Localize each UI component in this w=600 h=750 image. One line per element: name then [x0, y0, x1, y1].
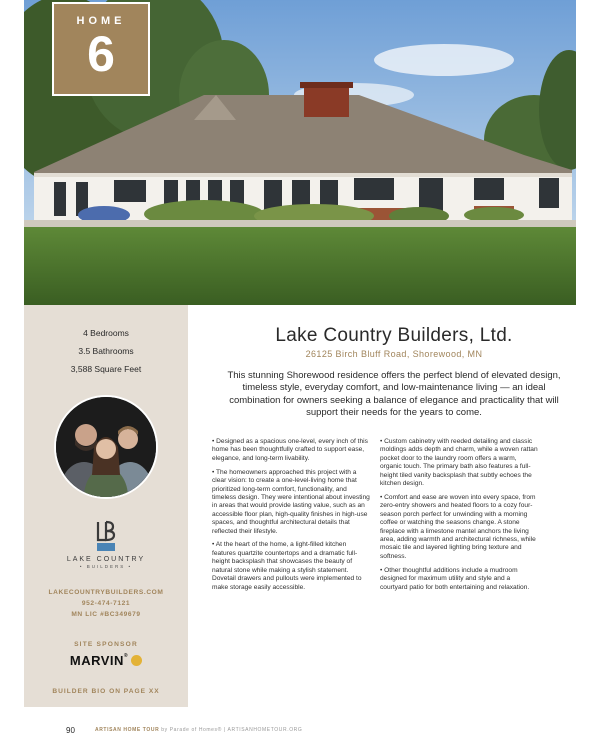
- feature-column-right: [380, 438, 538, 597]
- site-sponsor-label: SITE SPONSOR: [74, 641, 138, 648]
- lake-country-logo-icon: [94, 520, 118, 552]
- spec-bathrooms: 3.5 Bathrooms: [78, 346, 134, 356]
- feature-column-left: [212, 438, 370, 597]
- intro-paragraph: This stunning Shorewood residence offers the perfect blend of elevated design, timeless style, everyday comfort, and low-maintenance living — an ideal combination for owners seeking a balance of elegance and practicality that will support their needs for the years to come.: [227, 370, 561, 419]
- sponsor-logo: [24, 653, 188, 668]
- badge-label: HOME: [76, 15, 126, 27]
- sponsor-mark-text: ®: [123, 653, 129, 659]
- spec-bedrooms: 4 Bedrooms: [83, 328, 129, 338]
- footer-byline: by Parade of Homes® | ARTISANHOMETOUR.ORG: [161, 727, 303, 733]
- sponsor-name: MARVIN: [69, 653, 124, 668]
- footer-brand: ARTISAN HOME TOUR: [95, 727, 160, 733]
- builder-team-photo: [54, 395, 158, 499]
- builder-logo: [24, 520, 188, 569]
- home-address: 26125 Birch Bluff Road, Shorewood, MN: [305, 349, 483, 359]
- spec-square-feet: 3,588 Square Feet: [70, 364, 142, 374]
- feature-bullet: • The homeowners approached this project with a clear vision: to create a one-level-living home that prioritized long-term comfort, functionality, and timeless design. They were intentional about investing in areas that would provide lasting value, such as an accessible floor plan, high-quality finishes in high-use spaces, and thoughtful architectural details that reflected their lifestyle.: [212, 468, 370, 535]
- builder-phone: 952-474-7121: [81, 600, 131, 607]
- logo-sub: • BUILDERS •: [79, 564, 133, 569]
- builder-bio-link: BUILDER BIO ON PAGE XX: [52, 688, 160, 695]
- logo-name: LAKE COUNTRY: [66, 556, 146, 563]
- feature-bullet: • Other thoughtful additions include a mudroom designed for maximum utility and style and a courtyard patio for both entertaining and relaxation.: [380, 566, 530, 591]
- builder-name: Lake Country Builders, Ltd.: [275, 325, 513, 346]
- feature-bullet: • Custom cabinetry with reeded detailing and classic moldings adds depth and charm, while a woven rattan pocket door to the laundry room offers a warm, organic touch. The primary bath also features a full-height tiled vanity backsplash that subtly echoes the kitchen design.: [380, 438, 538, 488]
- page-number: 90: [66, 726, 75, 735]
- sidebar: [24, 305, 188, 707]
- builder-license: MN LIC #BC349679: [71, 611, 141, 618]
- home-specs: [24, 324, 188, 378]
- marvin-flower-icon: [131, 655, 142, 666]
- feature-bullet: • Comfort and ease are woven into every space, from zero-entry showers and heated floors to a cozy four-season porch perfect for unwinding with a morning coffee or watching the seasons change. A stone fireplace with a limestone mantel anchors the living area, adding warmth and architectural richness, while mosaic tile and layered lighting bring texture and softness.: [380, 493, 536, 560]
- badge-number: 6: [87, 26, 115, 82]
- builder-contact: [24, 587, 188, 620]
- home-number-badge: [52, 2, 150, 96]
- feature-bullet: • Designed as a spacious one-level, every inch of this home has been thoughtfully crafted to support ease, elegance, and long-term livability.: [212, 438, 368, 462]
- footer-credit: [95, 727, 302, 733]
- feature-bullet: • At the heart of the home, a light-filled kitchen features quartzite countertops and a dramatic full-height backsplash that showcases the beauty of natural stone while making a stylish statement. Dovetail drawers and pullouts were implemented to make storage easily accessible.: [212, 541, 362, 591]
- builder-website-link[interactable]: LAKECOUNTRYBUILDERS.COM: [48, 589, 164, 596]
